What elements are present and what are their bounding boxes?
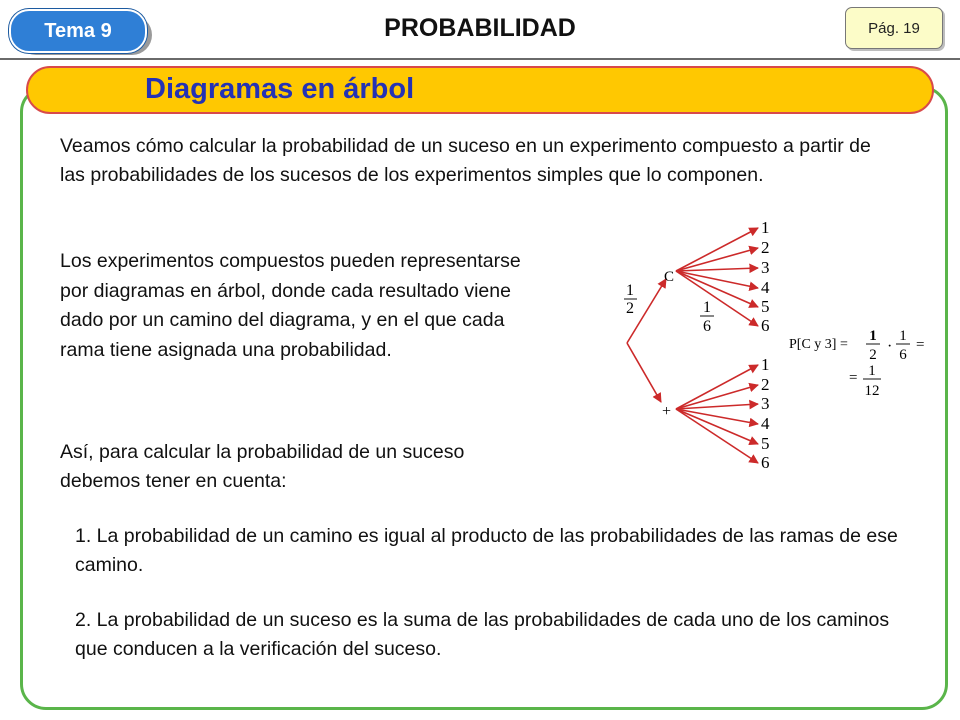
bottom-outcome-6: 6 [761,453,770,472]
page-title: PROBABILIDAD [384,14,576,42]
top-outcome-6: 6 [761,316,770,335]
tree-paragraph: Los experimentos compuestos pueden representarse por diagramas en árbol, donde cada resultado viene dado por un camino del diagrama, y en el que cada rama tiene asignada una probabilidad. [60,250,521,361]
bottom-outcome-4: 4 [761,414,770,433]
formula-label: P[C y 3] = [789,337,848,352]
section-title: Diagramas en árbol [145,73,415,105]
top-outcome-2: 2 [761,238,770,257]
formula-dot: · [887,338,893,355]
top-outcome-5: 5 [761,297,770,316]
top-outcome-1: 1 [761,218,770,237]
top-outcome-3: 3 [761,258,770,277]
bottom-outcome-1: 1 [761,355,770,374]
bottom-arrow-5 [676,409,758,444]
root-prob-num: 1 [626,282,634,299]
node-plus: + [662,403,672,420]
formula-result-num: 1 [868,363,876,379]
node-c: C [664,269,675,285]
intro-paragraph: Veamos cómo calcular la probabilidad de un suceso en un experimento compuesto a partir de las probabilidades de los sucesos de los experimentos simples que lo componen. [60,135,871,186]
formula-f1-den: 2 [869,347,877,363]
formula-f2-num: 1 [899,328,907,344]
formula-equals-2: = [849,370,858,386]
formula-f2-den: 6 [899,347,907,363]
top-bar [0,0,960,60]
top-arrow-2 [676,248,758,271]
formula-equals: = [916,337,925,353]
die-prob-num: 1 [703,299,711,316]
top-arrow-3 [676,268,758,271]
top-arrow-5 [676,271,758,307]
tree-diagram [600,215,950,477]
bottom-fan-arrows [676,365,758,463]
top-arrow-1 [676,228,758,271]
root-prob-den: 2 [626,300,634,317]
page-number: Pág. 19 [845,7,943,49]
rule-2: 2. La probabilidad de un suceso es la suma de las probabilidades de cada uno de los caminos que conducen a la verificación del suceso. [75,609,890,660]
rule-1: 1. La probabilidad de un camino es igual al producto de las probabilidades de las ramas de ese camino. [75,525,898,576]
bottom-outcome-2: 2 [761,375,770,394]
die-prob-den: 6 [703,318,711,335]
top-fan-arrows [676,228,758,326]
formula-f1-num: 1 [869,328,877,344]
bottom-arrow-1 [676,365,758,409]
formula-result-den: 12 [864,383,880,399]
bottom-outcome-5: 5 [761,434,770,453]
top-outcome-4: 4 [761,278,770,297]
bottom-outcome-3: 3 [761,394,770,413]
asi-paragraph: Así, para calcular la probabilidad de un suceso debemos tener en cuenta: [60,441,465,492]
branch-to-plus [627,343,661,402]
tema-badge: Tema 9 [9,9,147,53]
